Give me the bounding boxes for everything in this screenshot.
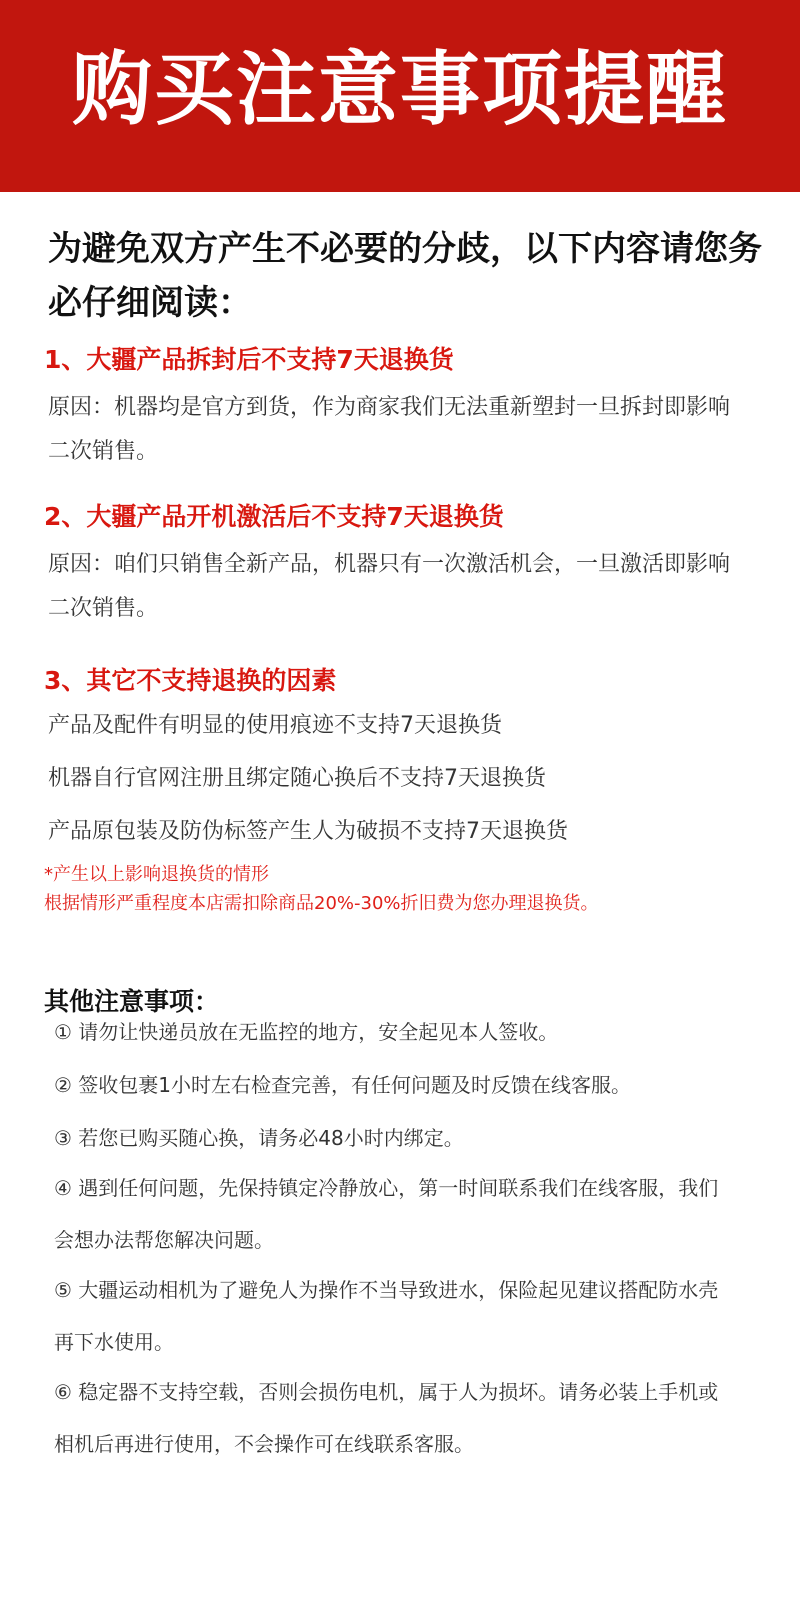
section-3-line-3: 产品原包装及防伪标签产生人为破损不支持7天退换货 (48, 819, 568, 844)
note-item-5: ⑤ 大疆运动相机为了避免人为操作不当导致进水，保险起见建议搭配防水壳再下水使用。 (54, 1278, 719, 1354)
other-notes-title: 其他注意事项： (44, 987, 220, 1016)
section-1-body: 原因：机器均是官方到货，作为商家我们无法重新塑封一旦拆封即影响二次销售。 (48, 395, 731, 464)
section-2-title: 2、大疆产品开机激活后不支持7天退换货 (44, 502, 504, 531)
intro-text: 为避免双方产生不必要的分歧，以下内容请您务必仔细阅读： (48, 229, 762, 323)
note-item-4: ④ 遇到任何问题，先保持镇定冷静放心，第一时间联系我们在线客服，我们会想办法帮您解决问题。 (54, 1176, 719, 1252)
note-item-1: ① 请勿让快递员放在无监控的地方，安全起见本人签收。 (54, 1020, 559, 1044)
section-2-body: 原因：咱们只销售全新产品，机器只有一次激活机会，一旦激活即影响二次销售。 (48, 552, 731, 621)
note-item-3: ③ 若您已购买随心换，请务必48小时内绑定。 (54, 1126, 464, 1150)
page-title: 购买注意事项提醒 (72, 43, 728, 136)
note-item-2: ② 签收包裹1小时左右检查完善，有任何问题及时反馈在线客服。 (54, 1073, 632, 1097)
section-3-title: 3、其它不支持退换的因素 (44, 666, 337, 695)
section-3-line-1: 产品及配件有明显的使用痕迹不支持7天退换货 (48, 713, 502, 738)
banner (0, 0, 800, 192)
section-1-title: 1、大疆产品拆封后不支持7天退换货 (44, 345, 454, 374)
warning-line-1: *产生以上影响退换货的情形 (44, 864, 269, 885)
note-item-6: ⑥ 稳定器不支持空载，否则会损伤电机，属于人为损坏。请务必装上手机或相机后再进行使用，不会操作可在线联系客服。 (54, 1380, 719, 1456)
warning-line-2: 根据情形严重程度本店需扣除商品20%-30%折旧费为您办理退换货。 (44, 893, 599, 914)
section-3-line-2: 机器自行官网注册且绑定随心换后不支持7天退换货 (48, 766, 546, 791)
